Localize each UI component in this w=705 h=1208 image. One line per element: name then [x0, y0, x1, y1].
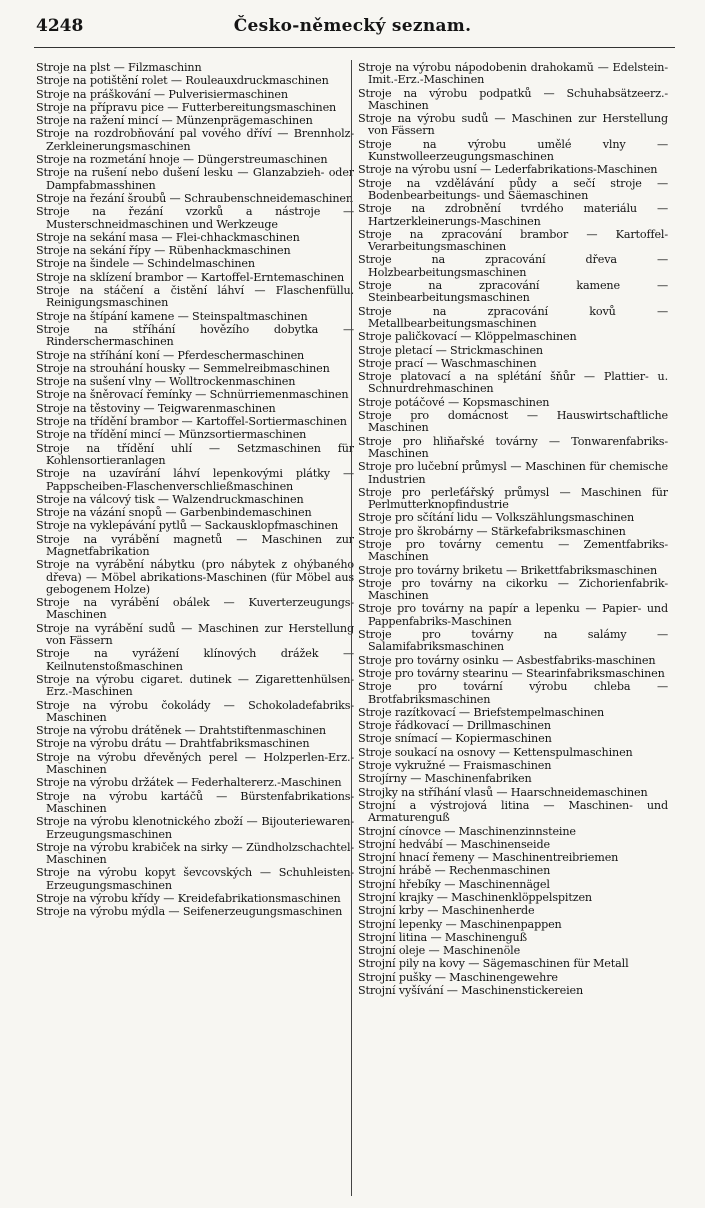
dictionary-entry: Stroje na plst — Filzmaschinn — [36, 62, 202, 74]
dictionary-entry: Stroje na výrobu podpatků — Schuhabsätzeerz.-Maschinen — [358, 86, 668, 112]
dictionary-entry: Stroje paličkovací — Klöppelmaschinen — [358, 330, 577, 344]
dictionary-entry: Stroje na výrobu krabiček na sirky — Zündholzschachtel-Maschinen — [36, 840, 354, 867]
dictionary-entry: Stroje pro továrny na papír a lepenku — Papier- und Pappenfabriks-Maschinen — [358, 602, 668, 628]
dictionary-entry: Stroje na vyrábění obálek — Kuverterzeugungs-Maschinen — [36, 596, 354, 622]
dictionary-entry: Stroje pro tovární výrobu chleba — Brotfabriksmaschinen — [358, 680, 668, 706]
dictionary-entry: Stroje na výrobu drátu — Drahtfabriksmaschinen — [36, 737, 310, 751]
dictionary-entry: Stroje na výrobu drátěnek — Drahtstiftenmaschinen — [36, 724, 326, 738]
dictionary-entry: Stroje na válcový tisk — Walzendruckmaschinen — [36, 492, 304, 506]
dictionary-entry: Stroje pro sčítání lidu — Volkszählungsmaschinen — [358, 511, 635, 525]
dictionary-entry: Stroje na strouhání housky — Semmelreibmaschinen — [36, 361, 330, 375]
dictionary-entry: Strojní pily na kovy — Sägemaschinen für Metall — [358, 957, 629, 971]
dictionary-entry: Stroje na třídění brambor — Kartoffel-Sortiermaschinen — [36, 415, 347, 429]
dictionary-entry: Stroje prací — Waschmaschinen — [358, 356, 537, 370]
dictionary-entry: Strojní lepenky — Maschinenpappen — [358, 917, 562, 931]
dictionary-entry: Strojírny — Maschinenfabriken — [358, 772, 532, 786]
dictionary-entry: Stroje na zpracování kovů — Metallbearbeitungsmaschinen — [358, 304, 668, 330]
dictionary-entry: Stroje na sušení vlny — Wolltrockenmaschinen — [36, 375, 296, 389]
page-title: Česko-německý seznam. — [233, 16, 472, 36]
dictionary-entry: Stroje na výrobu křídy — Kreidefabrikationsmaschinen — [36, 892, 341, 905]
dictionary-entry: Stroje na výrobu sudů — Maschinen zur Herstellung von Fässern — [358, 112, 668, 138]
dictionary-entry: Strojní cínovce — Maschinenzinnsteine — [358, 824, 576, 838]
page-number: 4248 — [36, 16, 84, 36]
left-column — [36, 62, 354, 1194]
dictionary-entry: Stroje na výrobu kartáčů — Bürstenfabrikations-Maschinen — [36, 789, 354, 815]
page-header — [28, 16, 677, 40]
dictionary-entry: Stroje na sekání řípy — Rübenhackmaschinen — [36, 244, 291, 258]
dictionary-entry: Stroje na výrobu mýdla — Seifenerzeugungsmaschinen — [36, 905, 343, 919]
dictionary-entry: Strojky na stříhání vlasů — Haarschneidemaschinen — [358, 785, 648, 799]
dictionary-entry: Stroje na šindele — Schindelmaschinen — [36, 257, 255, 271]
dictionary-entry: Stroje na stříhání koní — Pferdeschermaschinen — [36, 348, 305, 362]
dictionary-entry: Stroje pro továrny osinku — Asbestfabriks-maschinen — [358, 653, 656, 667]
dictionary-entry: Stroje na výrobu usní — Lederfabrikations-Maschinen — [358, 163, 658, 177]
dictionary-entry: Stroje platovací a na splétání šňůr — Plattier- u. Schnurdrehmaschinen — [358, 370, 668, 396]
dictionary-entry: Stroje pro továrny na cikorku — Zichorienfabrik-Maschinen — [358, 576, 668, 603]
dictionary-entry: Stroje snímací — Kopiermaschinen — [358, 732, 552, 746]
header-rule — [34, 47, 675, 48]
dictionary-entry: Stroje pro domácnost — Hauswirtschaftliche Maschinen — [358, 409, 668, 435]
dictionary-entry: Stroje na práškování — Pulverisiermaschinen — [36, 87, 288, 101]
dictionary-entry: Stroje na stáčení a čistění láhví — Flaschenfüllu. Reinigungsmaschinen — [36, 284, 354, 310]
dictionary-entry: Stroje na štípání kamene — Steinspaltmaschinen — [36, 309, 308, 323]
dictionary-entry: Stroje na uzavírání láhví lepenkovými plátky — Pappscheiben-Flaschenverschließmaschinen — [36, 467, 354, 493]
dictionary-entry: Stroje na vyrábění sudů — Maschinen zur Herstellung von Fässern — [36, 621, 354, 648]
dictionary-entry: Strojní pušky — Maschinengewehre — [358, 970, 558, 984]
dictionary-entry: Stroje na vzdělávání půdy a sečí stroje — Bodenbearbeitungs- und Säemaschinen — [358, 176, 668, 202]
dictionary-entry: Stroje pro továrny stearinu — Stearinfabriksmaschinen — [358, 666, 665, 680]
dictionary-entry: Stroje pro továrny briketu — Brikettfabriksmaschinen — [358, 563, 658, 577]
dictionary-entry: Stroje na vázání snopů — Garbenbindemaschinen — [36, 506, 312, 520]
dictionary-entry: Stroje na těstoviny — Teigwarenmaschinen — [36, 401, 276, 415]
dictionary-entry: Stroje razítkovací — Briefstempelmaschinen — [358, 705, 605, 719]
dictionary-entry: Stroje na třídění mincí — Münzsortiermaschinen — [36, 428, 307, 442]
dictionary-entry: Stroje na vyrážení klínových drážek — Keilnutenstoßmaschinen — [36, 647, 354, 673]
dictionary-entry: Stroje na potištění rolet — Rouleauxdruckmaschinen — [36, 74, 329, 88]
dictionary-entry: Stroje pletací — Strickmaschinen — [358, 343, 543, 357]
dictionary-entry: Stroje na přípravu pice — Futterbereitungsmaschinen — [36, 100, 337, 114]
dictionary-entry: Stroje pro hliňařské továrny — Tonwarenfabriks-Maschinen — [358, 434, 668, 460]
dictionary-entry: Stroje na výrobu držátek — Federhaltererz.-Maschinen — [36, 776, 342, 790]
dictionary-entry: Stroje na ražení mincí — Münzenprägemaschinen — [36, 114, 313, 128]
dictionary-entry: Strojní hrábě — Rechenmaschinen — [358, 864, 551, 878]
dictionary-entry: Stroje na zpracování brambor — Kartoffel-Verarbeitungsmaschinen — [358, 227, 668, 254]
dictionary-entry: Stroje na řezání šroubů — Schraubenschneidemaschinen — [36, 191, 353, 205]
dictionary-entry: Stroje na zdrobnění tvrdého materiálu — Hartzerkleinerungs-Maschinen — [358, 202, 668, 228]
dictionary-entry: Strojní krby — Maschinenherde — [358, 904, 535, 918]
dictionary-entry: Stroje na zpracování kamene — Steinbearbeitungsmaschinen — [358, 279, 668, 305]
dictionary-entry: Stroje na výrobu dřevěných perel — Holzperlen-Erz.-Maschinen — [36, 750, 354, 777]
column-divider — [351, 60, 352, 1196]
dictionary-entry: Stroje na výrobu kopyt ševcovských — Schuhleisten-Erzeugungsmaschinen — [36, 866, 354, 892]
dictionary-entry: Stroje řádkovací — Drillmaschinen — [358, 719, 551, 733]
dictionary-entry: Stroje na řezání vzorků a nástroje — Musterschneidmaschinen und Werkzeuge — [36, 205, 354, 231]
right-column — [358, 62, 668, 1194]
dictionary-entry: Stroje pro továrny na salámy — Salamifabriksmaschinen — [358, 628, 668, 654]
dictionary-entry: Strojní krajky — Maschinenklöppelspitzen — [358, 891, 592, 904]
dictionary-entry: Stroje na zpracování dřeva — Holzbearbeitungsmaschinen — [358, 253, 668, 279]
dictionary-entry: Stroje na třídění uhlí — Setzmaschinen für Kohlensortieranlagen — [36, 441, 354, 467]
dictionary-entry: Stroje na rušení nebo dušení lesku — Glanzabzieh- oder Dampfabmasshinen — [36, 166, 354, 192]
dictionary-entry: Strojní litina — Maschinenguß — [358, 930, 527, 944]
dictionary-entry: Strojní hedvábí — Maschinenseide — [358, 837, 550, 851]
dictionary-entry: Stroje pro škrobárny — Stärkefabriksmaschinen — [358, 524, 626, 538]
dictionary-entry: Stroje na vyklepávání pytlů — Sackausklopfmaschinen — [36, 519, 339, 533]
dictionary-entry: Stroje na výrobu nápodobenin drahokamů — Edelstein-Imit.-Erz.-Maschinen — [358, 62, 668, 87]
dictionary-entry: Strojní hnací řemeny — Maschinentreibriemen — [358, 851, 619, 865]
dictionary-entry: Stroje potáčové — Kopsmaschinen — [358, 395, 550, 409]
dictionary-entry: Stroje na vyrábění nábytku (pro nábytek z ohýbaného dřeva) — Möbel abrikations-Maschinen (für Möbel aus gebogenem Holze) — [36, 558, 354, 596]
dictionary-entry: Stroje na sekání masa — Flei-chhackmaschinen — [36, 230, 300, 244]
dictionary-entry: Stroje vykružné — Fraismaschinen — [358, 759, 552, 773]
dictionary-entry: Stroje na stříhání hovězího dobytka — Rinderschermaschinen — [36, 322, 354, 349]
dictionary-entry: Stroje na rozmetání hnoje — Düngerstreumaschinen — [36, 153, 328, 167]
dictionary-entry: Stroje na šněrovací řemínky — Schnürriemenmaschinen — [36, 388, 349, 402]
dictionary-entry: Strojní a výstrojová litina — Maschinen- und Armaturenguß — [358, 798, 668, 825]
dictionary-entry: Stroje na výrobu cigaret. dutinek — Zigarettenhülsen-Erz.-Maschinen — [36, 672, 354, 699]
dictionary-entry: Stroje na sklízení brambor — Kartoffel-Erntemaschinen — [36, 270, 345, 284]
dictionary-entry: Stroje soukací na osnovy — Kettenspulmaschinen — [358, 745, 633, 759]
dictionary-entry: Stroje pro lučební průmysl — Maschinen für chemische Industrien — [358, 460, 668, 486]
dictionary-entry: Stroje na vyrábění magnetů — Maschinen zur Magnetfabrikation — [36, 532, 354, 558]
dictionary-entry: Stroje pro továrny cementu — Zementfabriks-Maschinen — [358, 537, 668, 564]
dictionary-entry: Strojní vyšívání — Maschinenstickereien — [358, 984, 584, 998]
dictionary-entry: Stroje na rozdrobňování pal vového dříví — Brennholz-Zerkleinerungsmaschinen — [36, 127, 354, 153]
dictionary-entry: Stroje na výrobu umělé vlny — Kunstwolleerzeugungsmaschinen — [358, 137, 668, 164]
dictionary-entry: Stroje pro perleťářský průmysl — Maschinen für Perlmutterknopfindustrie — [358, 485, 668, 512]
dictionary-entry: Strojní hřebíky — Maschinennägel — [358, 877, 550, 891]
dictionary-entry: Stroje na výrobu čokolády — Schokoladefabriks-Maschinen — [36, 698, 354, 724]
dictionary-entry: Stroje na výrobu klenotnického zboží — Bijouteriewaren-Erzeugungsmaschinen — [36, 815, 354, 841]
dictionary-entry: Strojní oleje — Maschinenöle — [358, 944, 521, 958]
